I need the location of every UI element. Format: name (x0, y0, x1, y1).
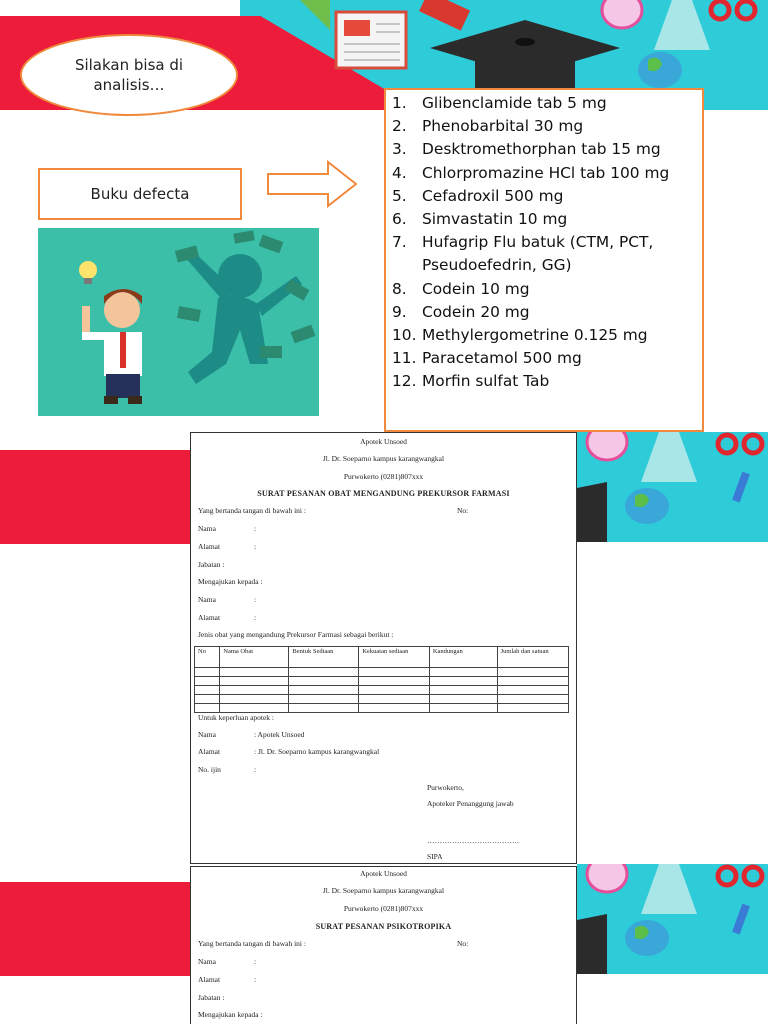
defecta-text: Buku defecta (90, 185, 190, 203)
drug-name: Simvastatin 10 mg (422, 210, 568, 229)
globe-icon (625, 920, 669, 956)
table-cell[interactable] (429, 695, 497, 704)
pharmacy-name: Apotek Unsoed (360, 437, 407, 446)
pharmacy-phone: Purwokerto (0281)807xxx (343, 472, 424, 481)
pharmacy-address-label: Alamat (198, 747, 221, 756)
document-title: SURAT PESANAN PSIKOTROPIKA (315, 922, 452, 931)
table-cell[interactable] (289, 695, 359, 704)
drug-number: 10. (392, 326, 417, 345)
table-cell[interactable] (497, 704, 568, 713)
drug-list-item (392, 162, 698, 185)
address-label: Alamat (198, 542, 221, 551)
drug-list-item (392, 254, 698, 277)
drug-list (392, 92, 698, 394)
addressed-to-label: Mengajukan kepada : (198, 1010, 263, 1019)
address-colon: : (254, 975, 257, 984)
table-row (195, 677, 569, 686)
table-cell[interactable] (359, 695, 430, 704)
name-colon: : (254, 524, 257, 533)
table-cell[interactable] (429, 704, 497, 713)
drug-name: Morfin sulfat Tab (422, 372, 550, 391)
drug-number: 4. (392, 163, 407, 182)
drug-list-box (384, 88, 704, 432)
globe-icon (638, 52, 682, 88)
table-cell[interactable] (497, 695, 568, 704)
drug-list-item (392, 301, 698, 324)
graduation-cap-icon (577, 482, 607, 542)
table-cell[interactable] (359, 677, 430, 686)
drug-number: 7. (392, 233, 407, 252)
table-cell[interactable] (220, 695, 289, 704)
table-cell[interactable] (195, 695, 220, 704)
graduation-cap-icon (577, 914, 607, 974)
drug-list-item (392, 208, 698, 231)
name-colon: : (254, 957, 257, 966)
table-cell[interactable] (359, 686, 430, 695)
table-cell[interactable] (195, 668, 220, 677)
psikotropika-order-document (190, 866, 577, 1024)
analysis-prompt-bubble (20, 34, 238, 116)
drug-list-item (392, 347, 698, 370)
table-cell[interactable] (497, 686, 568, 695)
table-cell[interactable] (289, 704, 359, 713)
name-label: Nama (198, 524, 216, 533)
table-cell[interactable] (220, 704, 289, 713)
idea-illustration (38, 228, 319, 416)
drug-list-item (392, 185, 698, 208)
defecta-book-label (38, 168, 242, 220)
red-book-icon (419, 0, 470, 31)
drug-list-item (392, 115, 698, 138)
pharmacy-phone: Purwokerto (0281)807xxx (343, 904, 424, 913)
drug-list-item (392, 92, 698, 115)
pharmacy-name-label: Nama (198, 730, 216, 739)
address-colon: : (254, 542, 257, 551)
license-number-label: No. ijin (198, 765, 221, 774)
drug-number: 3. (392, 140, 407, 159)
name-label: Nama (198, 957, 216, 966)
table-cell[interactable] (497, 677, 568, 686)
table-cell[interactable] (195, 686, 220, 695)
table-cell[interactable] (220, 677, 289, 686)
drug-name: Paracetamol 500 mg (422, 349, 582, 368)
number-label: No: (457, 506, 469, 515)
drug-number: 5. (392, 186, 407, 205)
table-header-row (195, 647, 569, 668)
drug-name: Glibenclamide tab 5 mg (422, 94, 607, 112)
pharmacy-name-value: : Apotek Unsoed (254, 730, 305, 739)
education-illustration (577, 864, 768, 974)
table-cell[interactable] (289, 668, 359, 677)
pharmacy-address-value: : Jl. Dr. Soeparno kampus karangwangkal (254, 747, 380, 756)
test-tube-icon (732, 904, 750, 935)
slide-prekursor-form (0, 432, 768, 864)
table-header-cell: Nama Obat (220, 647, 289, 668)
beaker-icon (641, 864, 697, 914)
drug-name: Methylergometrine 0.125 mg (422, 326, 648, 345)
recipient-name-label: Nama (198, 595, 216, 604)
drug-number: 6. (392, 210, 407, 229)
slide-analysis (0, 0, 768, 432)
table-cell[interactable] (497, 668, 568, 677)
recipient-name-colon: : (254, 595, 257, 604)
table-header-cell: Kekuatan sediaan (359, 647, 430, 668)
table-row (195, 668, 569, 677)
scissors-icon (718, 435, 736, 453)
table-cell[interactable] (195, 704, 220, 713)
drug-number: 2. (392, 117, 407, 136)
recipient-address-colon: : (254, 613, 257, 622)
slide-psikotropika-form (0, 864, 768, 1024)
table-cell[interactable] (289, 677, 359, 686)
number-label: No: (457, 939, 469, 948)
flask-icon (602, 0, 642, 28)
table-row (195, 686, 569, 695)
arrow-right-icon (266, 160, 360, 208)
table-cell[interactable] (429, 668, 497, 677)
education-illustration (577, 432, 768, 542)
pharmacy-address: Jl. Dr. Soeparno kampus karangwangkal (322, 886, 445, 895)
drug-list-item (392, 278, 698, 301)
drug-name: Codein 10 mg (422, 279, 530, 298)
test-tube-icon (732, 472, 750, 503)
drug-number: 8. (392, 279, 407, 298)
pharmacy-purpose-label: Untuk keperluan apotek : (198, 713, 275, 722)
table-cell[interactable] (220, 668, 289, 677)
prekursor-order-document (190, 432, 577, 864)
intro-text: Yang bertanda tangan di bawah ini : (198, 939, 306, 948)
analysis-prompt-text: Silakan bisa di analisis… (74, 56, 184, 94)
pharmacist-label: Apoteker Penanggung jawab (427, 799, 514, 808)
table-cell[interactable] (359, 704, 430, 713)
table-cell[interactable] (429, 677, 497, 686)
table-header-cell: Jumlah dan satuan (497, 647, 568, 668)
ruler-icon (300, 0, 330, 30)
drug-name: Hufagrip Flu batuk (CTM, PCT, (422, 233, 654, 252)
drug-number: 1. (392, 94, 407, 112)
table-cell[interactable] (429, 686, 497, 695)
red-banner (0, 882, 190, 976)
table-cell[interactable] (220, 686, 289, 695)
order-table (194, 646, 569, 713)
license-number-colon: : (254, 765, 257, 774)
address-label: Alamat (198, 975, 221, 984)
flask-icon (587, 864, 627, 892)
table-header-cell: Kandungan (429, 647, 497, 668)
drug-number: 9. (392, 302, 407, 321)
document-title: SURAT PESANAN OBAT MENGANDUNG PREKURSOR FARMASI (257, 489, 510, 498)
table-row (195, 695, 569, 704)
drug-name: Cefadroxil 500 mg (422, 186, 564, 205)
drug-name: Pseudoefedrin, GG) (422, 256, 572, 275)
drug-list-item (392, 231, 698, 254)
city-date-label: Purwokerto, (427, 783, 464, 792)
drug-list-item (392, 138, 698, 161)
drug-type-intro: Jenis obat yang mengandung Prekursor Farmasi sebagai berikut : (198, 630, 394, 639)
position-label: Jabatan : (198, 993, 225, 1002)
scissors-icon (711, 1, 729, 19)
red-banner (0, 450, 190, 544)
drug-name: Codein 20 mg (422, 302, 530, 321)
sipa-label: SIPA (427, 852, 443, 861)
intro-text: Yang bertanda tangan di bawah ini : (198, 506, 306, 515)
pharmacy-address: Jl. Dr. Soeparno kampus karangwangkal (322, 454, 445, 463)
signature-line: ………………………………. (427, 836, 519, 845)
drug-list-item (392, 324, 698, 347)
drug-number: 11. (392, 349, 417, 368)
pharmacy-name: Apotek Unsoed (360, 869, 407, 878)
beaker-icon (641, 432, 697, 482)
table-row (195, 704, 569, 713)
drug-name: Desktromethorphan tab 15 mg (422, 140, 661, 159)
flask-icon (587, 432, 627, 460)
globe-icon (625, 488, 669, 524)
drug-list-item (392, 370, 698, 393)
table-cell[interactable] (359, 668, 430, 677)
table-header-cell: No (195, 647, 220, 668)
table-cell[interactable] (289, 686, 359, 695)
addressed-to-label: Mengajukan kepada : (198, 577, 263, 586)
drug-name: Chlorpromazine HCl tab 100 mg (422, 163, 670, 182)
scissors-icon (718, 867, 736, 885)
drug-name: Phenobarbital 30 mg (422, 117, 584, 136)
recipient-address-label: Alamat (198, 613, 221, 622)
drug-number: 12. (392, 372, 417, 391)
position-label: Jabatan : (198, 560, 225, 569)
beaker-icon (654, 0, 710, 50)
table-header-cell: Bentuk Sediaan (289, 647, 359, 668)
table-cell[interactable] (195, 677, 220, 686)
drug-number (392, 254, 422, 277)
